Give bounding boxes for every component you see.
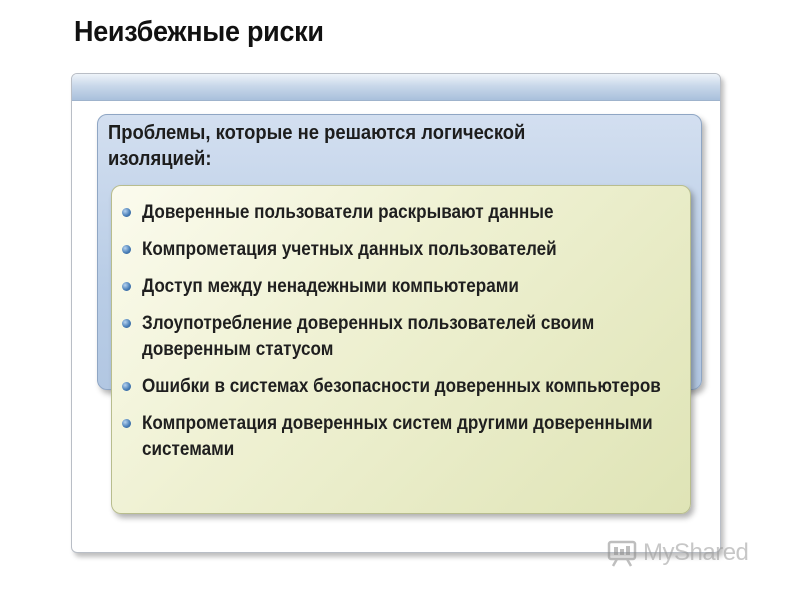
watermark-text: MyShared <box>643 539 749 566</box>
slide-title: Неизбежные риски <box>74 16 324 48</box>
myshared-logo-icon <box>607 538 639 568</box>
bullet-text: Злоупотребление доверенных пользователей своим доверенным статусом <box>142 313 595 360</box>
bullet-text: Доступ между ненадежными компьютерами <box>142 276 519 297</box>
bullet-icon <box>122 208 131 217</box>
watermark[interactable] <box>607 538 748 568</box>
bullet-item <box>120 274 690 300</box>
bullet-list <box>120 200 690 474</box>
bullet-item <box>120 411 690 463</box>
bullet-icon <box>122 419 131 428</box>
bullet-text: Доверенные пользователи раскрывают данные <box>142 202 554 223</box>
bullet-icon <box>122 245 131 254</box>
bullet-item <box>120 200 690 226</box>
bullet-item <box>120 374 690 400</box>
bullet-item <box>120 311 690 363</box>
bullet-icon <box>122 282 131 291</box>
bullet-icon <box>122 382 131 391</box>
bullet-item <box>120 237 690 263</box>
bullet-icon <box>122 319 131 328</box>
panel-heading: Проблемы, которые не решаются логической изоляцией: <box>108 122 526 170</box>
bullet-text: Ошибки в системах безопасности доверенных компьютеров <box>142 376 661 397</box>
bullet-text: Компрометация учетных данных пользователей <box>142 239 557 260</box>
bullet-text: Компрометация доверенных систем другими доверенными системами <box>142 413 653 460</box>
frame-header-band <box>72 74 720 101</box>
